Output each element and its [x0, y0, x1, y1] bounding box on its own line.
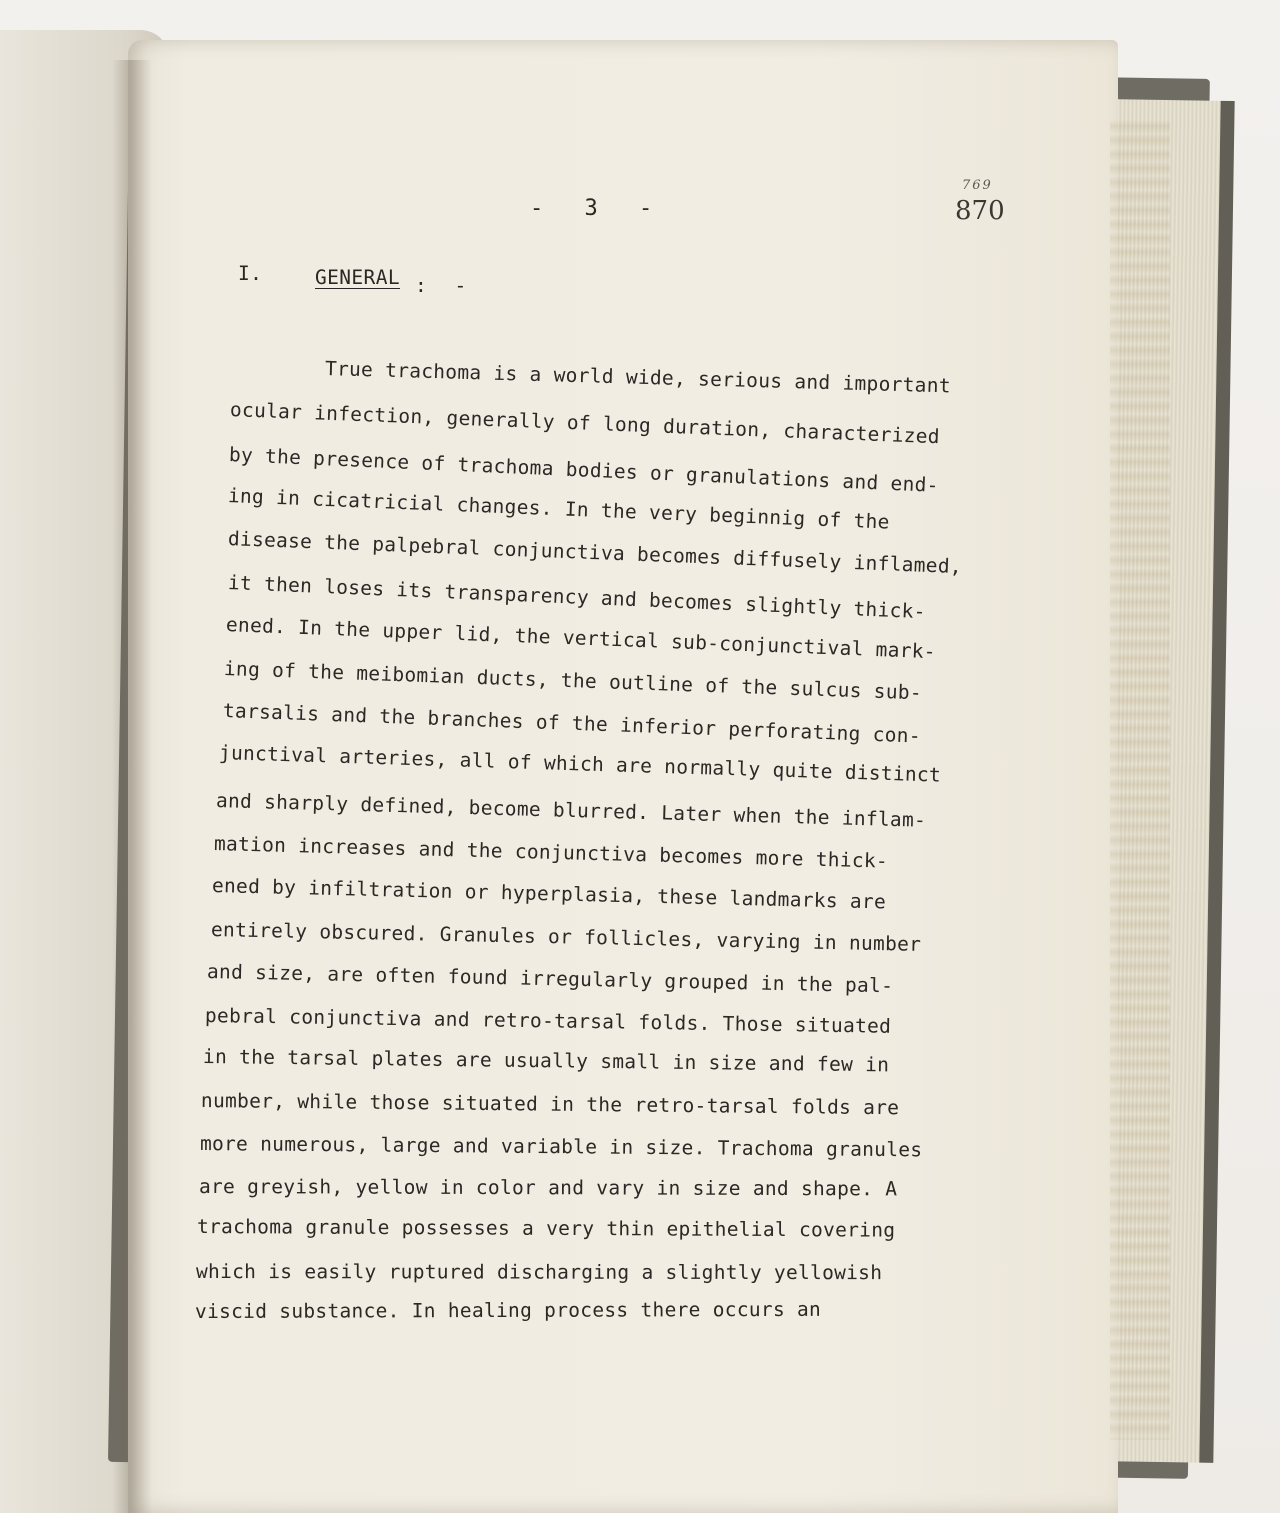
body-line: ing of the meibomian ducts, the outline of the sulcus sub- — [223, 657, 923, 705]
body-line: ened. In the upper lid, the vertical sub-conjunctival mark- — [225, 613, 937, 664]
folio-stamp: 870 — [955, 196, 1005, 226]
body-line: disease the palpebral conjunctiva becomes diffusely inflamed, — [227, 527, 963, 579]
body-line: and size, are often found irregularly grouped in the pal- — [206, 960, 894, 998]
body-line: mation increases and the conjunctiva becomes more thick- — [213, 832, 889, 873]
body-line: more numerous, large and variable in size. Trachoma granules — [199, 1132, 923, 1162]
body-line: ing in cicatricial changes. In the very beginnig of the — [227, 484, 891, 534]
body-line: ened by infiltration or hyperplasia, these landmarks are — [211, 874, 887, 914]
section-title: GENERAL — [315, 266, 400, 289]
body-line: entirely obscured. Granules or follicles, varying in number — [210, 918, 922, 956]
folio-pencil: 769 — [962, 178, 993, 193]
body-line: trachoma granule possesses a very thin epithelial covering — [196, 1215, 896, 1242]
page-number: - 3 - — [530, 196, 667, 221]
body-line: and sharply defined, become blurred. Later when the inflam- — [215, 789, 927, 832]
body-line: viscid substance. In healing process there occurs an — [194, 1297, 822, 1323]
body-line: by the presence of trachoma bodies or granulations and end- — [228, 443, 940, 497]
body-line: tarsalis and the branches of the inferior perforating con- — [222, 699, 922, 748]
body-line: ocular infection, generally of long duration, characterized — [229, 398, 941, 449]
body-line: it then loses its transparency and becomes slightly thick- — [227, 571, 927, 624]
section-title-suffix: : - — [415, 274, 475, 297]
body-line: junctival arteries, all of which are normally quite distinct — [218, 741, 942, 787]
body-line: True trachoma is a world wide, serious and important — [324, 357, 952, 398]
section-number: I. — [238, 262, 263, 285]
body-line: pebral conjunctiva and retro-tarsal folds. Those situated — [204, 1004, 892, 1038]
book-gutter — [112, 60, 152, 1513]
body-line: are greyish, yellow in color and vary in size and shape. A — [198, 1175, 898, 1201]
body-line: number, while those situated in the retro-tarsal folds are — [200, 1089, 900, 1120]
page-foxing — [1110, 120, 1170, 1440]
body-line: in the tarsal plates are usually small in size and few in — [202, 1045, 890, 1077]
body-line: which is easily ruptured discharging a slightly yellowish — [195, 1260, 883, 1285]
